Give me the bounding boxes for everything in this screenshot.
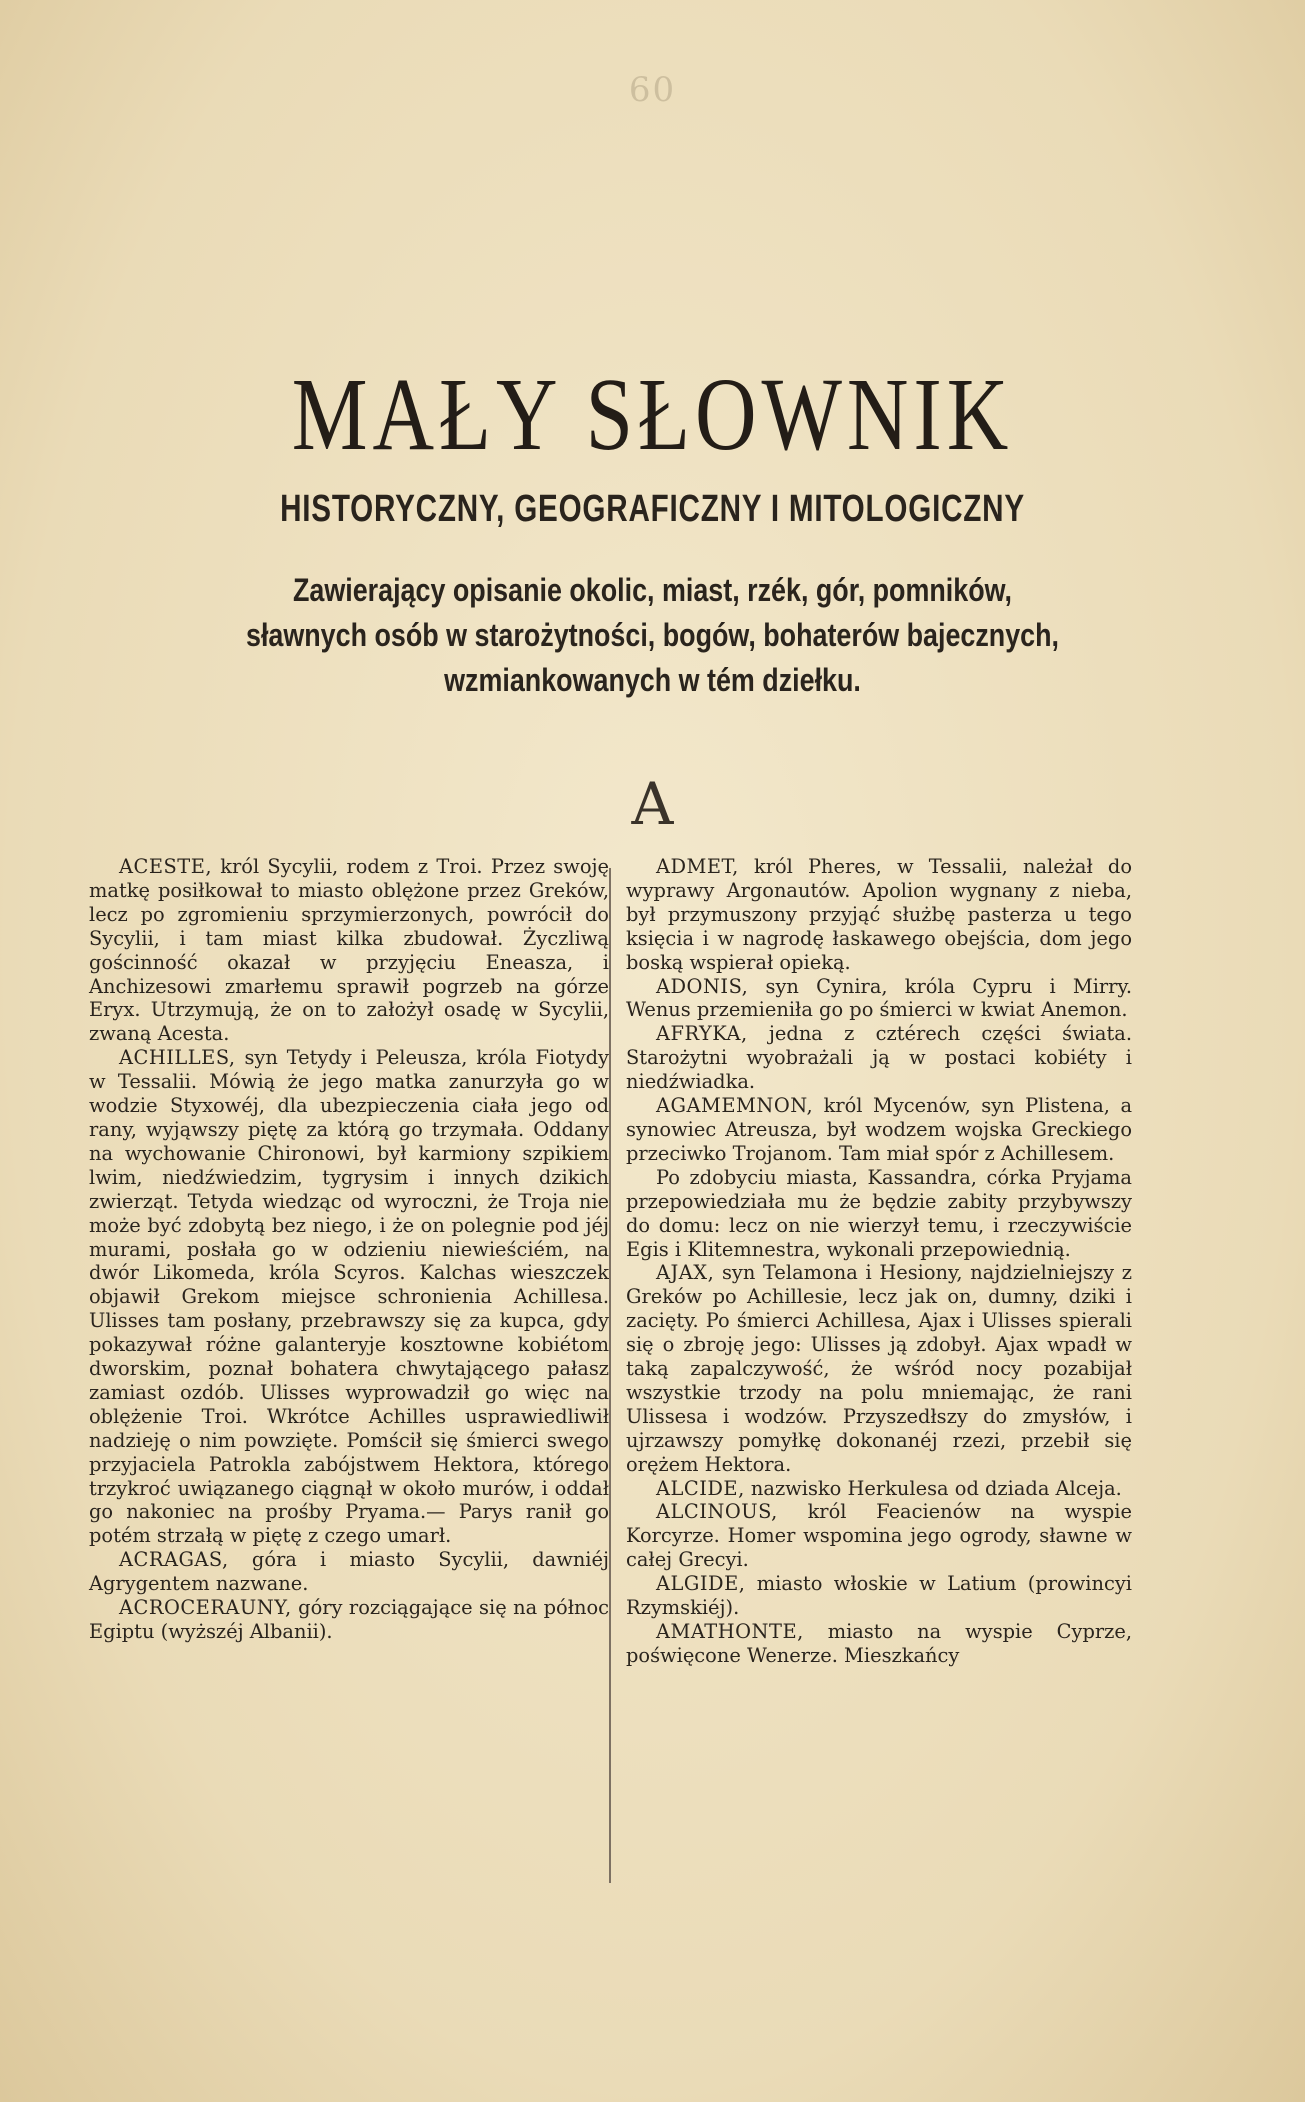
entry-text: Po zdobyciu miasta, Kassandra, córka Pryjama przepowiedziała mu że będzie zabity przybywszy do domu: lecz on nie wierzył temu, i rzeczywiście Egis i Klitemnestra, wykonali przepowiednią.: [626, 1165, 1132, 1261]
entry-headword: AFRYKA,: [656, 1022, 748, 1046]
entry-text: syn Tetydy i Peleusza, króla Fiotydy w Tessalii. Mówią że jego matka zanurzyła go w wodzie Styxowéj, dla ubezpieczenia ciała jego od rany, wyjąwszy piętę za którą go trzymała. Oddany na wychowanie Chironowi, był karmiony szpikiem lwim, niedźwiedzim, tygrysim i innych dzikich zwierząt. Tetyda wiedząc od wyroczni, że Troja nie może być zdobytą bez niego, i że on polegnie pod jéj murami, posłała go w odzieniu niewieściém, na dwór Likomeda, króla Scyros. Kalchas wieszczek objawił Grekom miejsce schronienia Achillesa. Ulisses tam posłany, przebrawszy się za kupca, gdy pokazywał różne galanteryje kosztowne kobiétom dworskim, poznał bohatera chwytającego pałasz zamiast ozdób. Ulisses wyprowadził go więc na oblężenie Troi. Wkrótce Achilles usprawiedliwił nadzieję o nim powzięte. Pomścił się śmierci swego przyjaciela Patrokla zabójstwem Hektora, którego trzykroć uwiązanego ciągnął w około murów, i oddał go nakoniec na prośby Pryama.— Parys ranił go potém strzałą w piętę z czego umarł.: [89, 1046, 609, 1548]
dictionary-entry: [89, 1548, 609, 1596]
title-description: Zawierający opisanie okolic, miast, rzék, gór, pomników, sławnych osób w starożytności, bogów, bohaterów bajecznych, wzmiankowanych w tém dziełku.: [245, 572, 1060, 698]
entry-text: syn Telamona i Hesiony, najdzielniejszy z Greków po Achillesie, lecz jak on, dumny, dziki i zacięty. Po śmierci Achillesa, Ajax i Ulisses spierali się o zbroję jego: Ulisses ją zdobył. Ajax wpadł w taką zapalczywość, że wśród nocy pozabijał wszystkie trzody na polu mniemając, że rani Ulissesa i wodzów. Przyszedłszy do zmysłów, i ujrzawszy pomyłkę dokonanéj rzezi, przebił się orężem Hektora.: [626, 1261, 1133, 1476]
entry-headword: ACESTE,: [119, 855, 213, 878]
dictionary-entry: [626, 1620, 1132, 1668]
dictionary-entry: [626, 1094, 1132, 1166]
column-divider: [609, 868, 611, 1883]
right-column: [626, 855, 1132, 1668]
entry-text: syn Cynira, króla Cypru i Mirry. Wenus przemieniła go po śmierci w kwiat Anemon.: [626, 974, 1132, 1022]
dictionary-entry: [626, 1572, 1132, 1620]
left-column: [89, 855, 609, 1644]
dictionary-entry: [626, 855, 1132, 975]
dictionary-entry: [89, 1596, 609, 1644]
entry-text: król Feacienów na wyspie Korcyrze. Homer wspomina jego ogrody, sławne w całej Grecyi.: [626, 1500, 1132, 1572]
entry-headword: ADONIS,: [656, 974, 749, 998]
entry-headword: ADMET,: [656, 855, 739, 878]
entry-text: król Mycenów, syn Plistena, a synowiec Atreusza, był wodzem wojska Greckiego przeciwko Trojanom. Tam miał spór z Achillesem.: [626, 1094, 1132, 1165]
entry-headword: AJAX,: [656, 1261, 715, 1285]
page-subtitle: HISTORYCZNY, GEOGRAFICZNY I MITOLOGICZNY: [280, 488, 1025, 530]
entry-text: góra i miasto Sycylii, dawniéj Agrygentem nazwane.: [89, 1548, 609, 1596]
entry-headword: ACROCERAUNY,: [119, 1596, 292, 1620]
dictionary-entry: [626, 1500, 1132, 1572]
entry-headword: ACRAGAS,: [119, 1548, 229, 1572]
page-number: 60: [628, 70, 677, 110]
entry-text: nazwisko Herkulesa od dziada Alceja.: [750, 1476, 1122, 1500]
entry-text: jedna z cztérech części świata. Starożytni wyobrażali ją w postaci kobiéty i niedźwiadka.: [626, 1022, 1132, 1094]
entry-headword: AGAMEMNON,: [656, 1094, 814, 1118]
entry-text: góry rozciągające się na północ Egiptu (wyższéj Albanii).: [89, 1596, 609, 1643]
dictionary-entry: [626, 1477, 1132, 1501]
section-letter: A: [631, 770, 674, 838]
entry-text: miasto na wyspie Cyprze, poświęcone Wenerze. Mieszkańcy: [626, 1620, 1132, 1667]
entry-headword: ALCIDE,: [656, 1476, 745, 1500]
entry-text: miasto włoskie w Latium (prowincyi Rzymskiéj).: [626, 1572, 1132, 1620]
page-title: MAŁY SŁOWNIK: [291, 357, 1014, 472]
entry-headword: ACHILLES,: [119, 1046, 236, 1070]
entry-headword: ALCINOUS,: [656, 1500, 778, 1524]
dictionary-entry: [89, 855, 609, 1046]
dictionary-entry: [626, 1022, 1132, 1094]
dictionary-entry: [89, 1046, 609, 1548]
dictionary-entry: [626, 975, 1132, 1023]
entry-text: król Pheres, w Tessalii, należał do wyprawy Argonautów. Apolion wygnany z nieba, był przymuszony przyjąć służbę pasterza u tego księcia i w nagrodę łaskawego obejścia, dom jego boską wspierał opieką.: [626, 855, 1132, 974]
entry-headword: AMATHONTE,: [656, 1620, 804, 1643]
entry-headword: ALGIDE,: [656, 1572, 746, 1596]
dictionary-entry: [626, 1261, 1132, 1476]
dictionary-entry: [626, 1166, 1132, 1262]
entry-text: król Sycylii, rodem z Troi. Przez swoję matkę posiłkował to miasto oblężone przez Greków, lecz po zgromieniu sprzymierzonych, powrócił do Sycylii, i tam miast kilka zbudował. Życzliwą gościnność okazał w przyjęciu Eneasza, i Anchizesowi zmarłemu sprawił pogrzeb na górze Eryx. Utrzymują, że on to założył osadę w Sycylii, zwaną Acesta.: [89, 855, 609, 1046]
